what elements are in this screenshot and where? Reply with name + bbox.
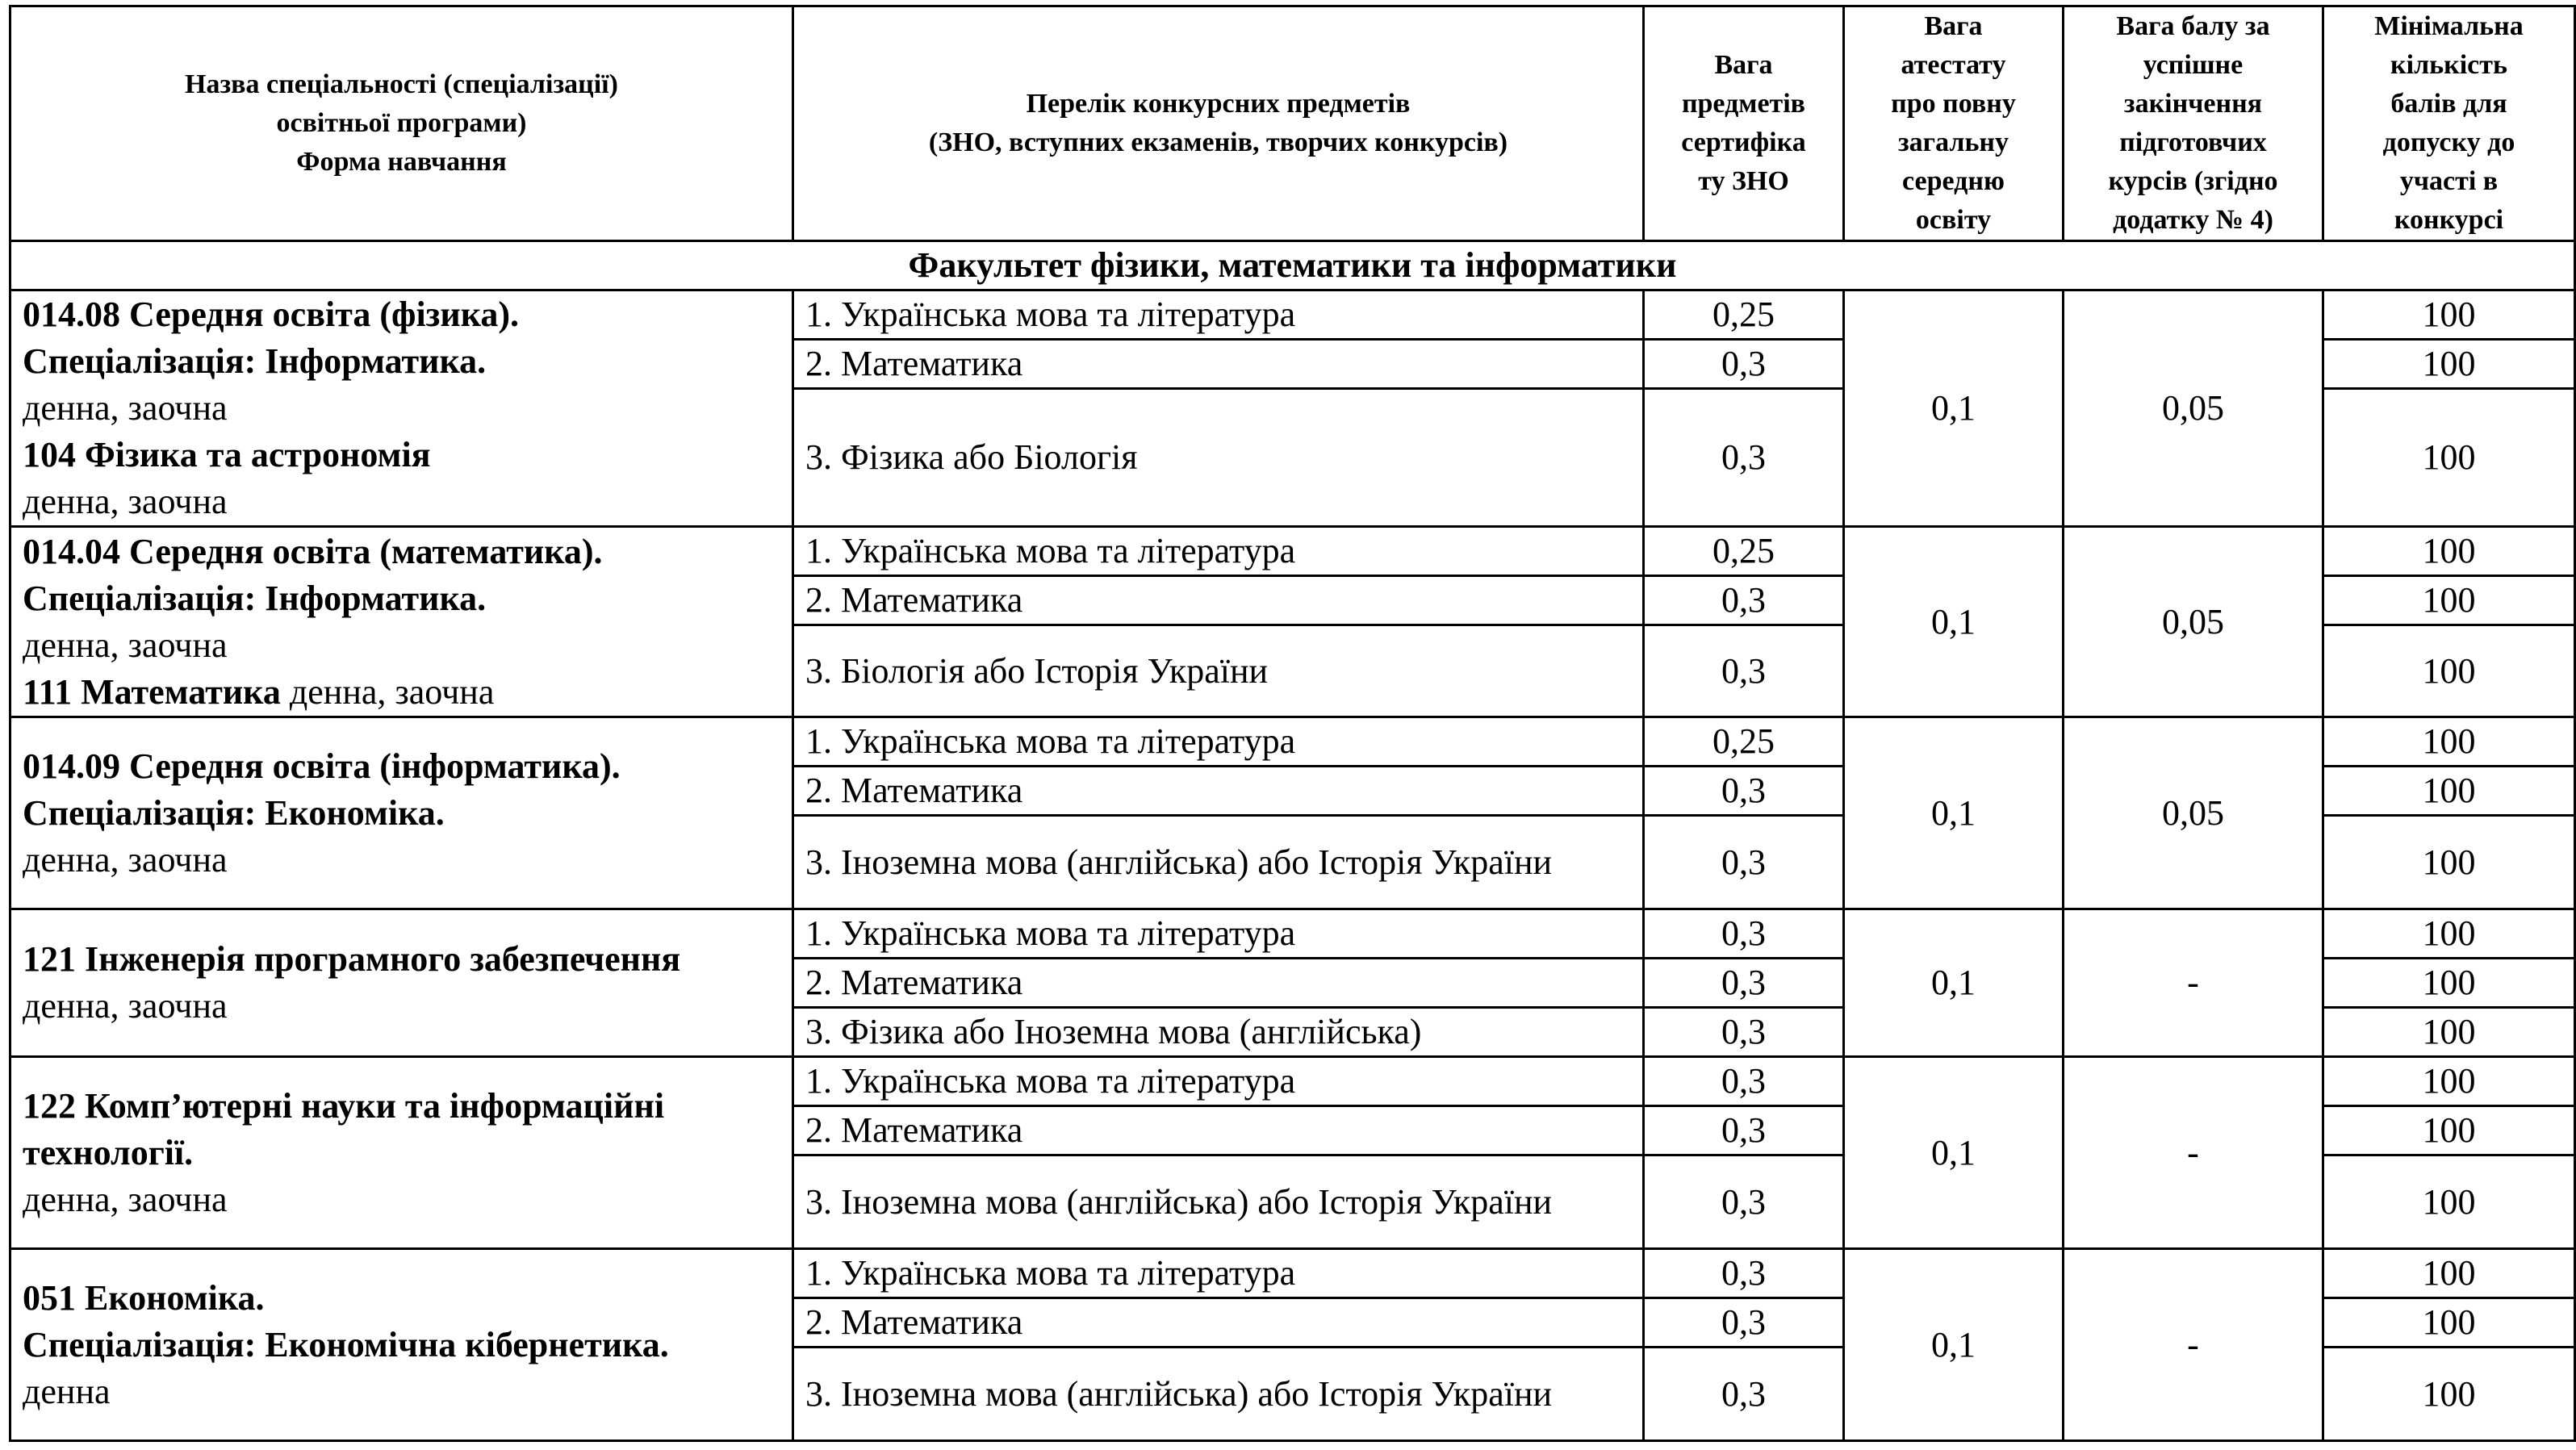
zno-weight-cell: 0,3: [1644, 767, 1844, 816]
header-line: участі в: [2399, 166, 2499, 196]
faculty-row: [10, 241, 2575, 290]
zno-weight-cell: 0,3: [1644, 576, 1844, 625]
specialty-line: [23, 338, 780, 385]
min-score-cell: 100: [2323, 1348, 2575, 1441]
specialty-name: Спеціалізація: Інформатика.: [23, 341, 487, 381]
subject-cell: 3. Іноземна мова (англійська) або Історія України: [793, 1155, 1644, 1249]
subject-cell: 1. Українська мова та література: [793, 1249, 1644, 1298]
subject-cell: 3. Фізика або Іноземна мова (англійська): [793, 1008, 1644, 1057]
subject-cell: 2. Математика: [793, 1298, 1644, 1348]
table-row: [10, 1057, 2575, 1106]
courses-weight-cell: -: [2064, 1057, 2323, 1249]
admission-table: [9, 5, 2576, 1442]
courses-weight-cell: 0,05: [2064, 290, 2323, 527]
header-courses-weight: [2064, 6, 2323, 241]
specialty-name: 014.09 Середня освіта (інформатика).: [23, 746, 621, 786]
specialty-line: [23, 478, 780, 525]
header-line: курсів (згідно: [2108, 166, 2278, 196]
subject-cell: 1. Українська мова та література: [793, 717, 1644, 767]
header-line: Форма навчання: [296, 147, 507, 177]
courses-weight-cell: 0,05: [2064, 527, 2323, 717]
specialty-name: 014.08 Середня освіта (фізика).: [23, 295, 520, 334]
table-row: [10, 1249, 2575, 1298]
zno-weight-cell: 0,3: [1644, 340, 1844, 389]
min-score-cell: 100: [2323, 389, 2575, 527]
subject-cell: 1. Українська мова та література: [793, 527, 1644, 576]
header-line: освітньої програми): [276, 108, 527, 138]
specialty-line: [23, 432, 780, 478]
header-line: (ЗНО, вступних екзаменів, творчих конкурсів): [928, 127, 1508, 157]
min-score-cell: 100: [2323, 717, 2575, 767]
subject-cell: 2. Математика: [793, 340, 1644, 389]
specialty-name: Спеціалізація: Інформатика.: [23, 578, 487, 618]
specialty-cell: [10, 1249, 793, 1441]
specialty-line: [23, 1369, 780, 1415]
header-row: [10, 6, 2575, 241]
min-score-cell: 100: [2323, 340, 2575, 389]
header-subjects: [793, 6, 1644, 241]
subject-cell: 3. Іноземна мова (англійська) або Історія України: [793, 816, 1644, 909]
header-line: кількість: [2390, 50, 2507, 80]
subject-cell: 1. Українська мова та література: [793, 290, 1644, 340]
min-score-cell: 100: [2323, 1057, 2575, 1106]
header-line: додатку № 4): [2113, 205, 2273, 235]
min-score-cell: 100: [2323, 959, 2575, 1008]
min-score-cell: 100: [2323, 767, 2575, 816]
header-line: освіту: [1915, 205, 1992, 235]
specialty-name: Спеціалізація: Економічна кібернетика.: [23, 1324, 669, 1364]
attestat-weight-cell: 0,1: [1844, 717, 2064, 909]
zno-weight-cell: 0,3: [1644, 1057, 1844, 1106]
zno-weight-cell: 0,3: [1644, 959, 1844, 1008]
study-form: денна, заочна: [23, 388, 228, 428]
zno-weight-cell: 0,3: [1644, 1348, 1844, 1441]
specialty-name: 051 Економіка.: [23, 1277, 265, 1318]
header-specialty: [10, 6, 793, 241]
specialty-line: [23, 983, 780, 1030]
study-form: денна: [23, 1371, 111, 1411]
attestat-weight-cell: 0,1: [1844, 1057, 2064, 1249]
subject-cell: 3. Фізика або Біологія: [793, 389, 1644, 527]
header-line: предметів: [1681, 89, 1806, 119]
header-line: Мінімальна: [2374, 11, 2524, 41]
attestat-weight-cell: 0,1: [1844, 909, 2064, 1057]
specialty-name: 121 Інженерія програмного забезпечення: [23, 939, 681, 979]
specialty-name: 111 Математика: [23, 671, 281, 712]
min-score-cell: 100: [2323, 1249, 2575, 1298]
header-line: Вага: [1714, 50, 1773, 80]
min-score-cell: 100: [2323, 909, 2575, 959]
subject-cell: 1. Українська мова та література: [793, 1057, 1644, 1106]
attestat-weight-cell: 0,1: [1844, 1249, 2064, 1441]
study-form: денна, заочна: [23, 986, 228, 1026]
subject-cell: 3. Іноземна мова (англійська) або Історія України: [793, 1348, 1644, 1441]
header-line: Перелік конкурсних предметів: [1026, 89, 1411, 119]
specialty-line: [23, 837, 780, 884]
min-score-cell: 100: [2323, 1008, 2575, 1057]
specialty-cell: [10, 717, 793, 909]
zno-weight-cell: 0,3: [1644, 389, 1844, 527]
header-line: ту ЗНО: [1698, 166, 1789, 196]
study-form: денна, заочна: [23, 1179, 228, 1219]
header-line: сертифіка: [1681, 127, 1806, 157]
specialty-line: [23, 622, 780, 669]
zno-weight-cell: 0,3: [1644, 1249, 1844, 1298]
min-score-cell: 100: [2323, 1155, 2575, 1249]
study-form: денна, заочна: [280, 671, 495, 712]
zno-weight-cell: 0,3: [1644, 909, 1844, 959]
courses-weight-cell: -: [2064, 909, 2323, 1057]
table-body: [10, 241, 2575, 1441]
zno-weight-cell: 0,3: [1644, 1106, 1844, 1155]
min-score-cell: 100: [2323, 1298, 2575, 1348]
zno-weight-cell: 0,3: [1644, 625, 1844, 717]
zno-weight-cell: 0,25: [1644, 290, 1844, 340]
courses-weight-cell: 0,05: [2064, 717, 2323, 909]
header-line: закінчення: [2123, 89, 2263, 119]
study-form: денна, заочна: [23, 482, 228, 521]
zno-weight-cell: 0,3: [1644, 1008, 1844, 1057]
subject-cell: 2. Математика: [793, 1106, 1644, 1155]
header-line: атестату: [1901, 50, 2006, 80]
header-line: конкурсі: [2394, 205, 2504, 235]
specialty-cell: [10, 290, 793, 527]
zno-weight-cell: 0,25: [1644, 527, 1844, 576]
header-line: підготовчих: [2119, 127, 2267, 157]
faculty-title: Факультет фізики, математики та інформатики: [10, 241, 2575, 290]
subject-cell: 2. Математика: [793, 576, 1644, 625]
zno-weight-cell: 0,25: [1644, 717, 1844, 767]
subject-cell: 1. Українська мова та література: [793, 909, 1644, 959]
header-line: балів для: [2390, 89, 2507, 119]
specialty-cell: [10, 1057, 793, 1249]
min-score-cell: 100: [2323, 625, 2575, 717]
specialty-line: [23, 291, 780, 338]
specialty-cell: [10, 909, 793, 1057]
specialty-name: Спеціалізація: Економіка.: [23, 792, 445, 833]
study-form: денна, заочна: [23, 625, 228, 665]
specialty-line: [23, 385, 780, 432]
specialty-line: [23, 575, 780, 622]
header-line: Назва спеціальності (спеціалізації): [185, 69, 618, 99]
header-line: допуску до: [2382, 127, 2515, 157]
table-row: [10, 717, 2575, 767]
specialty-line: [23, 1275, 780, 1322]
min-score-cell: 100: [2323, 1106, 2575, 1155]
attestat-weight-cell: 0,1: [1844, 290, 2064, 527]
header-line: успішне: [2143, 50, 2244, 80]
table-row: [10, 527, 2575, 576]
attestat-weight-cell: 0,1: [1844, 527, 2064, 717]
min-score-cell: 100: [2323, 527, 2575, 576]
min-score-cell: 100: [2323, 576, 2575, 625]
specialty-line: [23, 1083, 780, 1176]
zno-weight-cell: 0,3: [1644, 816, 1844, 909]
subject-cell: 2. Математика: [793, 767, 1644, 816]
subject-cell: 2. Математика: [793, 959, 1644, 1008]
specialty-cell: [10, 527, 793, 717]
zno-weight-cell: 0,3: [1644, 1298, 1844, 1348]
header-line: загальну: [1897, 127, 2009, 157]
header-attestat-weight: [1844, 6, 2064, 241]
specialty-line: [23, 790, 780, 837]
specialty-line: [23, 1322, 780, 1369]
header-zno-weight: [1644, 6, 1844, 241]
specialty-name: 104 Фізика та астрономія: [23, 435, 431, 474]
specialty-name: 122 Комп’ютерні науки та інформаційні технології.: [23, 1085, 665, 1172]
header-line: Вага: [1924, 11, 1983, 41]
study-form: денна, заочна: [23, 839, 228, 880]
min-score-cell: 100: [2323, 290, 2575, 340]
min-score-cell: 100: [2323, 816, 2575, 909]
table-row: [10, 909, 2575, 959]
subject-cell: 3. Біологія або Історія України: [793, 625, 1644, 717]
header-line: Вага балу за: [2116, 11, 2270, 41]
specialty-line: [23, 1176, 780, 1223]
courses-weight-cell: -: [2064, 1249, 2323, 1441]
specialty-line: [23, 529, 780, 575]
table-row: [10, 290, 2575, 340]
zno-weight-cell: 0,3: [1644, 1155, 1844, 1249]
specialty-line: [23, 669, 780, 716]
header-line: середню: [1902, 166, 2005, 196]
header-line: про повну: [1891, 89, 2016, 119]
specialty-line: [23, 743, 780, 790]
specialty-line: [23, 936, 780, 983]
specialty-name: 014.04 Середня освіта (математика).: [23, 531, 603, 571]
header-min-score: [2323, 6, 2575, 241]
